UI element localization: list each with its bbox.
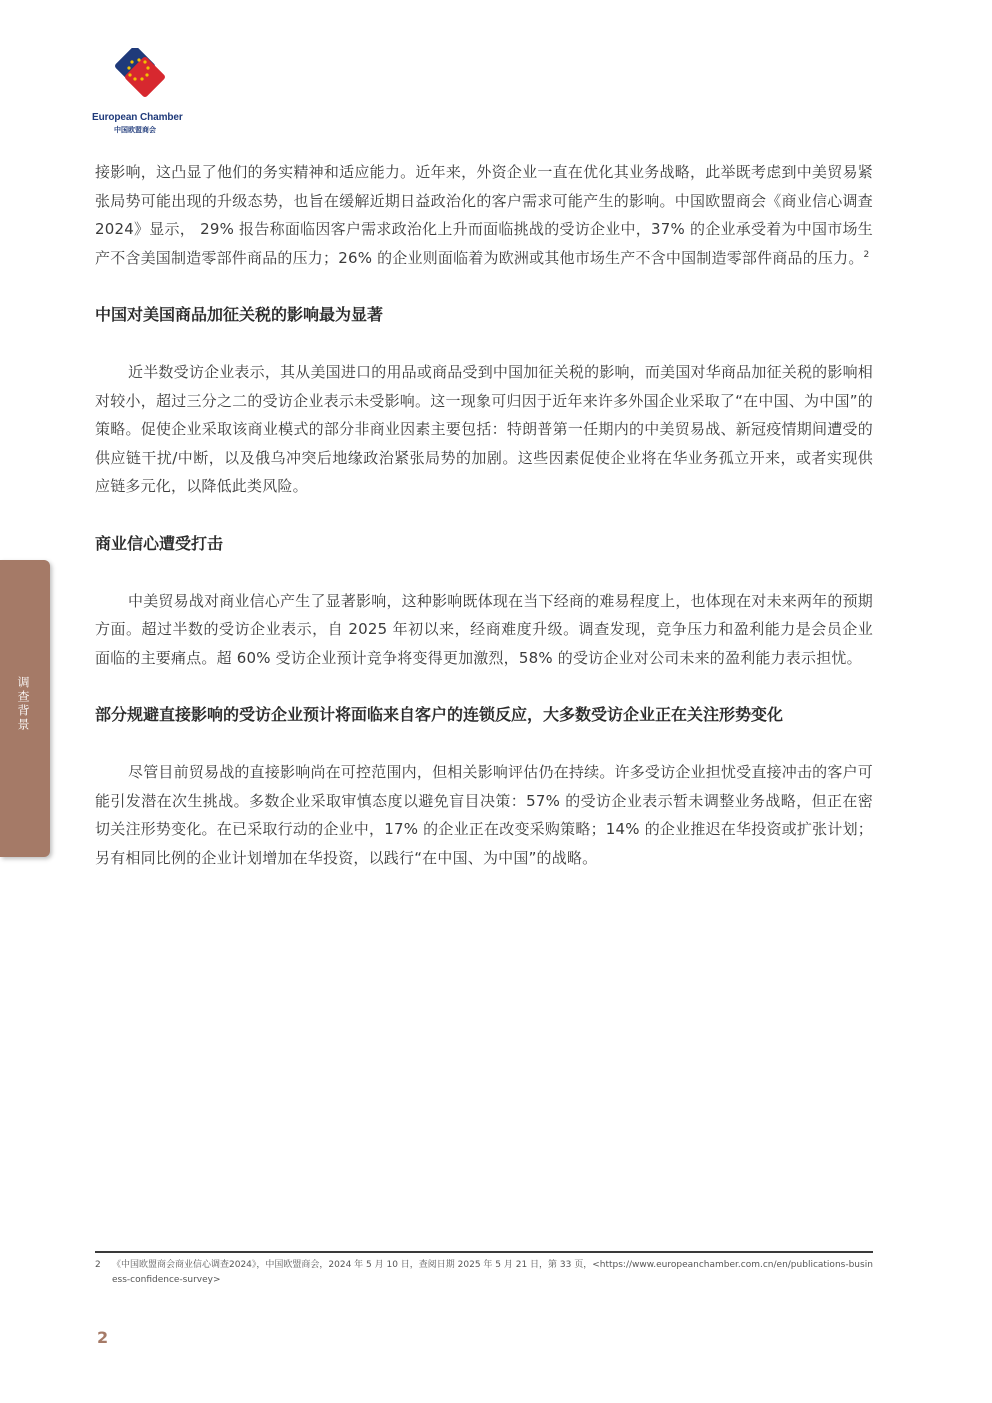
logo-emblem-icon — [106, 48, 168, 110]
footnote — [95, 1258, 875, 1288]
footnote-text[interactable]: 《中国欧盟商会商业信心调查2024》，中国欧盟商会，2024 年 5 月 10 日，查阅日期 2025 年 5 月 21 日，第 33 页，<https://www.europeanchamber.com.cn/en/publications-business-confidence-survey> — [112, 1260, 873, 1285]
heading-ripple-effects: 部分规避直接影响的受访企业预计将面临来自客户的连锁反应，大多数受访企业正在关注形势变化 — [95, 705, 784, 724]
paragraph-3: 中美贸易战对商业信心产生了显著影响，这种影响既体现在当下经商的难易程度上，也体现在对未来两年的预期方面。超过半数的受访企业表示，自 2025 年初以来，经商难度升级。调查发现，竞争压力和盈利能力是会员企业面临的主要痛点。超 60% 受访企业预计竞争将变得更加激烈，58% 的受访企业对公司未来的盈利能力表示担忧。 — [95, 591, 873, 667]
logo-name-cn: 中国欧盟商会 — [114, 126, 156, 134]
section-side-tab-label: 调查背景 — [16, 676, 30, 732]
footnote-ref[interactable]: 2 — [863, 249, 870, 260]
main-content — [95, 158, 873, 872]
footnote-number: 2 — [95, 1260, 101, 1270]
paragraph-4: 尽管目前贸易战的直接影响尚在可控范围内，但相关影响评估仍在持续。许多受访企业担忧受直接冲击的客户可能引发潜在次生挑战。多数企业采取审慎态度以避免盲目决策：57% 的受访企业表示暂未调整业务战略，但正在密切关注形势变化。在已采取行动的企业中，17% 的企业正在改变采购策略；14% 的企业推迟在华投资或扩张计划；另有相同比例的企业计划增加在华投资，以践行“在中国、为中国”的战略。 — [95, 763, 873, 867]
heading-tariff-impact: 中国对美国商品加征关税的影响最为显著 — [95, 305, 384, 324]
paragraph-1-text: 接影响，这凸显了他们的务实精神和适应能力。近年来，外资企业一直在优化其业务战略，此举既考虑到中美贸易紧张局势可能出现的升级态势，也旨在缓解近期日益政治化的客户需求可能产生的影响。中国欧盟商会《商业信心调查 2024》显示， 29% 报告称面临因客户需求政治化上升而面临挑战的受访企业中，37% 的企业承受着为中国市场生产不含美国制造零部件商品的压力；26% 的企业则面临着为欧洲或其他市场生产不含中国制造零部件商品的压力。 — [95, 163, 873, 267]
european-chamber-logo — [92, 48, 188, 138]
footnote-divider — [95, 1251, 873, 1253]
paragraph-2: 近半数受访企业表示，其从美国进口的用品或商品受到中国加征关税的影响，而美国对华商品加征关税的影响相对较小，超过三分之二的受访企业表示未受影响。这一现象可归因于近年来许多外国企业采取了“在中国、为中国”的策略。促使企业采取该商业模式的部分非商业因素主要包括：特朗普第一任期内的中美贸易战、新冠疫情期间遭受的供应链干扰/中断，以及俄乌冲突后地缘政治紧张局势的加剧。这些因素促使企业将在华业务孤立开来，或者实现供应链多元化，以降低此类风险。 — [95, 363, 873, 495]
logo-name: European Chamber — [92, 112, 183, 123]
heading-business-confidence: 商业信心遭受打击 — [95, 533, 224, 553]
paragraph-1 — [95, 158, 873, 272]
page-number: 2 — [97, 1328, 109, 1347]
